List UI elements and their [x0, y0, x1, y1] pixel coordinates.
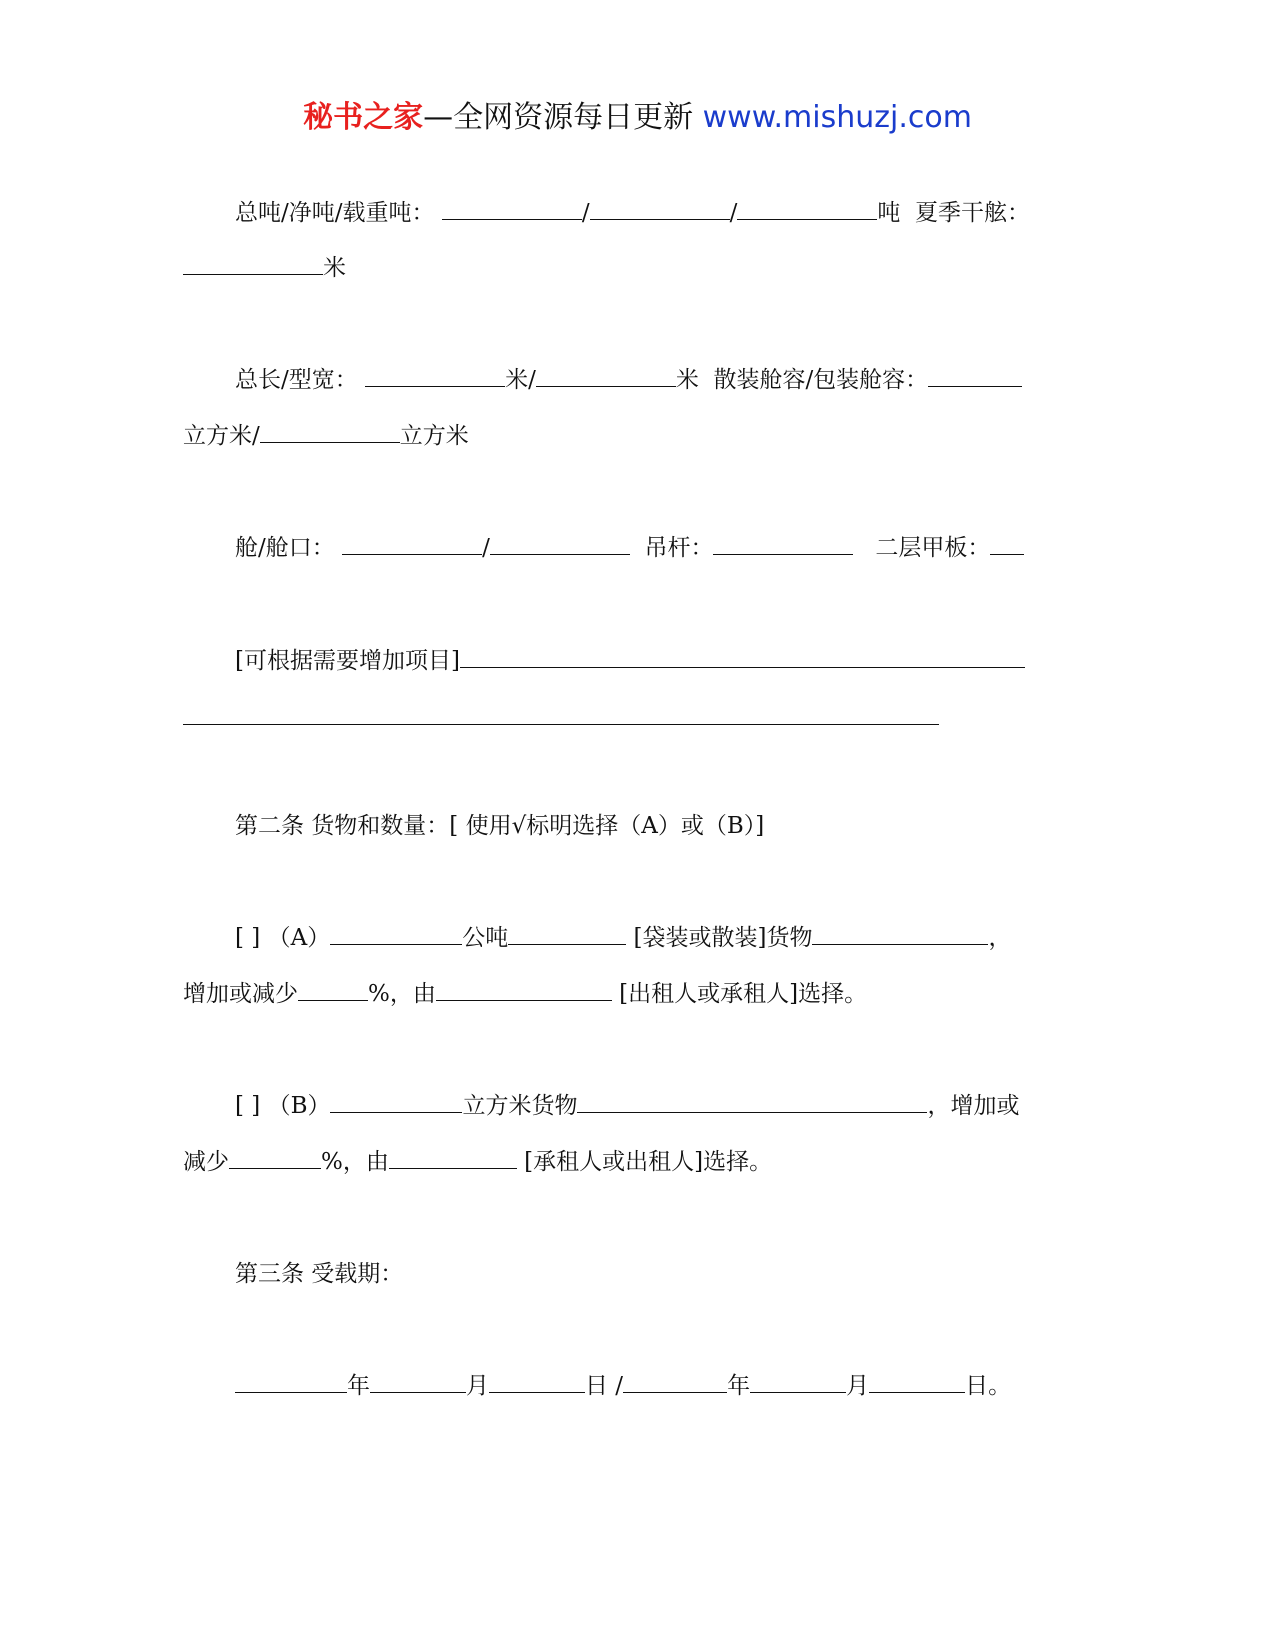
length-field[interactable] [365, 364, 505, 387]
hold-hatch-label: 舱/舱口： [235, 535, 335, 561]
percent-by: %，由 [368, 981, 436, 1007]
cubic-meter-cargo-label: 立方米货物 [462, 1093, 578, 1119]
header-url: www.mishuzj.com [702, 100, 972, 135]
option-a-quantity-field[interactable] [330, 922, 462, 945]
hatches-field[interactable] [490, 532, 630, 555]
comma: ， [988, 925, 1012, 951]
variation-label: ，增加或 [927, 1093, 1020, 1119]
article-2-title: 第二条 货物和数量：[ 使用√标明选择（A）或（B）] [235, 813, 765, 839]
extra-items-field[interactable] [460, 645, 1025, 668]
extra-items-line-2 [183, 700, 939, 736]
freeboard-line [183, 250, 346, 286]
capacity-line [183, 418, 469, 454]
separator: / [729, 200, 738, 226]
variation-label: 增加或减少 [183, 981, 298, 1007]
cubic-meter-unit: 立方米 [399, 423, 469, 449]
end-day-field[interactable] [869, 1370, 965, 1393]
gross-tonnage-field[interactable] [442, 197, 582, 220]
derrick-field[interactable] [713, 532, 853, 555]
option-b-line-2 [183, 1144, 772, 1180]
chooser-label: [出租人或承租人]选择。 [619, 981, 868, 1007]
end-month-field[interactable] [750, 1370, 846, 1393]
length-label: 总长/型宽： [235, 367, 358, 393]
start-year-field[interactable] [235, 1370, 347, 1393]
holds-field[interactable] [342, 532, 482, 555]
option-a-type-field[interactable] [508, 922, 626, 945]
bulk-bale-label: 散装舱容/包装舱容： [713, 367, 929, 393]
extra-items-label: [可根据需要增加项目] [235, 648, 460, 674]
meter-slash: 米/ [505, 367, 536, 393]
net-tonnage-field[interactable] [590, 197, 730, 220]
month-label: 月 [466, 1373, 489, 1399]
option-a-cargo-field[interactable] [812, 922, 988, 945]
header-tagline: —全网资源每日更新 [423, 100, 694, 135]
option-b-cargo-field[interactable] [577, 1090, 927, 1113]
option-b-chooser-field[interactable] [389, 1146, 517, 1169]
option-a-line-2 [183, 976, 867, 1012]
tonnage-label: 总吨/净吨/载重吨： [235, 200, 435, 226]
chooser-label: [承租人或出租人]选择。 [524, 1149, 773, 1175]
meter-unit: 米 [675, 367, 699, 393]
option-b-line [235, 1088, 1019, 1124]
option-a-chooser-field[interactable] [436, 978, 612, 1001]
dimensions-line [235, 362, 1022, 398]
header-brand: 秘书之家 [303, 100, 424, 135]
year-label: 年 [347, 1373, 370, 1399]
summer-freeboard-label: 夏季干舷： [914, 200, 1030, 226]
article-3-title: 第三条 受载期： [235, 1261, 404, 1287]
separator: / [482, 535, 490, 561]
start-month-field[interactable] [370, 1370, 466, 1393]
bale-capacity-field[interactable] [260, 420, 400, 443]
page-header [0, 98, 1275, 138]
summer-freeboard-field[interactable] [183, 252, 323, 275]
option-b-percent-field[interactable] [229, 1146, 321, 1169]
tonnage-line [235, 195, 1030, 231]
year-label: 年 [727, 1373, 751, 1399]
option-b-quantity-field[interactable] [330, 1090, 462, 1113]
ton-unit: 吨 [877, 200, 901, 226]
laycan-line [235, 1368, 1011, 1404]
option-a-line [235, 920, 1011, 956]
extra-items-line [235, 643, 1025, 679]
derrick-label: 吊杆： [644, 535, 714, 561]
tween-deck-label: 二层甲板： [875, 535, 991, 561]
option-b-label: （B） [267, 1093, 331, 1119]
start-day-field[interactable] [489, 1370, 585, 1393]
holds-line [235, 530, 1024, 566]
option-a-checkbox[interactable]: [ ] [235, 925, 261, 951]
end-year-field[interactable] [623, 1370, 727, 1393]
bulk-capacity-field[interactable] [928, 364, 1022, 387]
option-b-checkbox[interactable]: [ ] [235, 1093, 261, 1119]
extra-items-field-2[interactable] [183, 702, 939, 725]
cubic-meter-slash: 立方米/ [183, 423, 260, 449]
percent-by: %，由 [321, 1149, 389, 1175]
metric-ton-unit: 公吨 [462, 925, 509, 951]
option-a-percent-field[interactable] [298, 978, 368, 1001]
meter-unit: 米 [323, 255, 346, 281]
separator: / [581, 200, 590, 226]
day-separator: 日 / [585, 1373, 624, 1399]
option-a-label: （A） [267, 925, 331, 951]
day-end-label: 日。 [965, 1373, 1012, 1399]
month-label: 月 [846, 1373, 870, 1399]
tween-deck-field[interactable] [990, 532, 1024, 555]
deadweight-field[interactable] [737, 197, 877, 220]
breadth-field[interactable] [536, 364, 676, 387]
packing-label: [袋装或散装]货物 [633, 925, 813, 951]
variation-label-cont: 减少 [183, 1149, 229, 1175]
